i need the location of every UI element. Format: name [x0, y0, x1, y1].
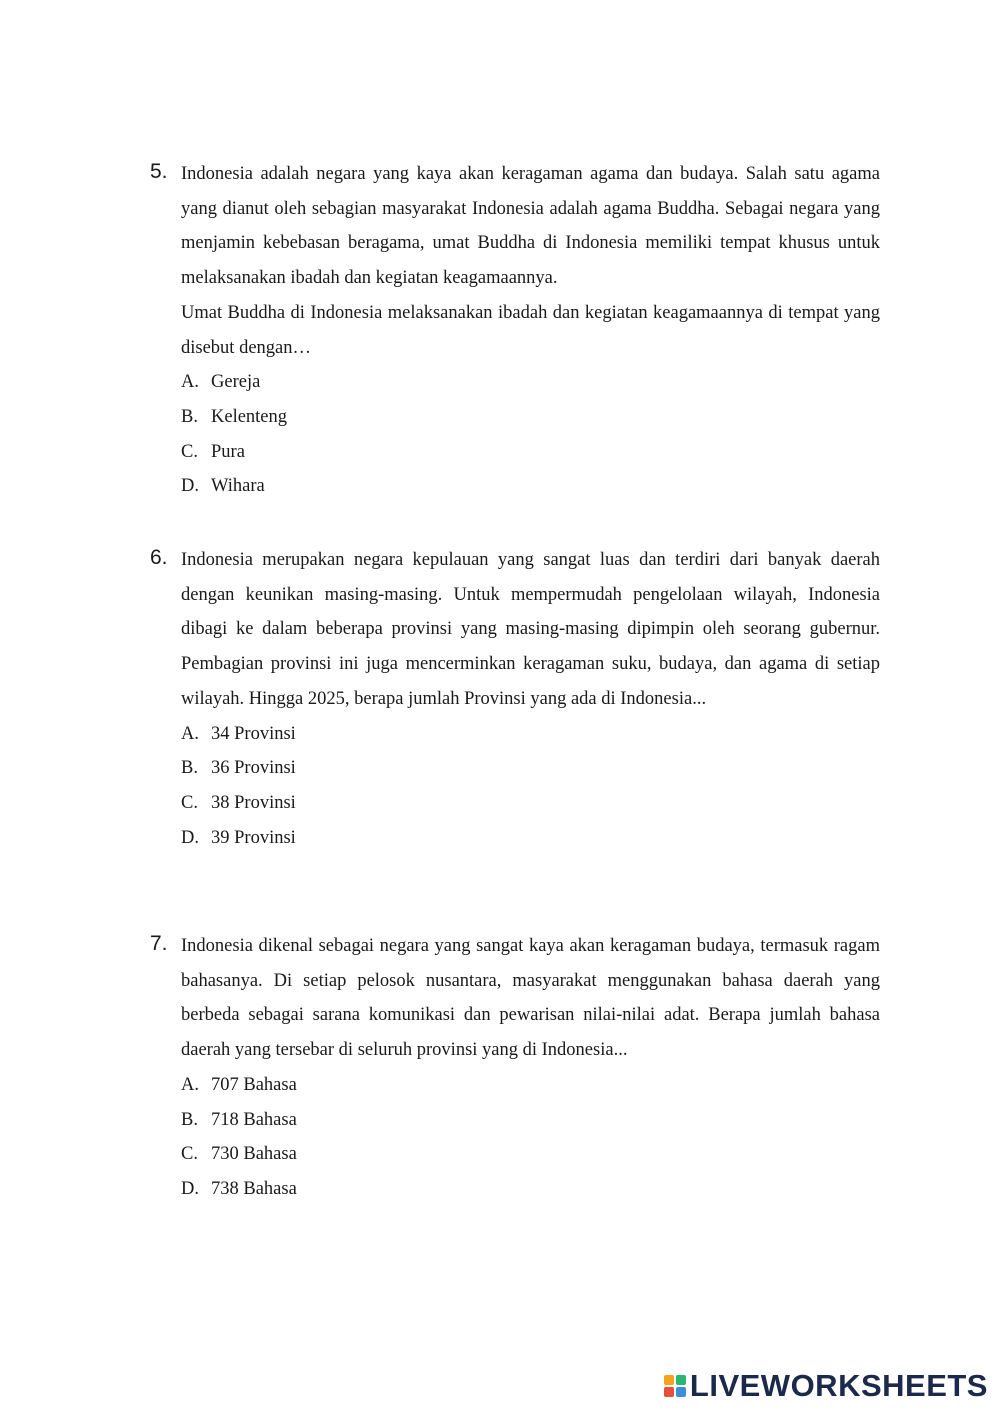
question-text: Indonesia adalah negara yang kaya akan keragaman agama dan budaya. Salah satu agama yang dianut oleh sebagian masyarakat Indonesia adalah agama Buddha. Sebagai negara yang menjamin kebebasan beragama, umat Buddha di Indonesia memiliki tempat khusus untuk melaksanakan ibadah dan kegiatan keagamaannya. [181, 164, 880, 289]
logo-mark-icon [664, 1375, 686, 1397]
option-d[interactable] [181, 1172, 880, 1207]
logo-square [676, 1375, 686, 1385]
logo-square [676, 1387, 686, 1397]
option-d[interactable] [181, 821, 880, 856]
option-b[interactable] [181, 751, 880, 786]
option-letter: A. [181, 723, 199, 744]
question-6 [150, 543, 880, 855]
question-body [181, 543, 880, 717]
option-text: 738 Bahasa [211, 1178, 297, 1199]
option-a[interactable] [181, 365, 880, 400]
option-text: 39 Provinsi [211, 827, 296, 848]
question-prompt: Umat Buddha di Indonesia melaksanakan ibadah dan kegiatan keagamaannya di tempat yang disebut dengan… [181, 302, 880, 358]
option-text: Gereja [211, 372, 261, 393]
option-text: Pura [211, 441, 245, 462]
option-c[interactable] [181, 435, 880, 470]
liveworksheets-logo [664, 1368, 988, 1404]
option-b[interactable] [181, 1103, 880, 1138]
answer-options [181, 717, 880, 856]
question-body [181, 929, 880, 1068]
option-c[interactable] [181, 1137, 880, 1172]
logo-text: LIVEWORKSHEETS [689, 1368, 988, 1403]
logo-square [664, 1375, 674, 1385]
option-text: 38 Provinsi [211, 792, 296, 813]
option-text: 707 Bahasa [211, 1074, 297, 1095]
option-letter: B. [181, 1109, 198, 1130]
option-letter: C. [181, 792, 198, 813]
option-letter: D. [181, 476, 199, 497]
option-a[interactable] [181, 1068, 880, 1103]
option-text: 36 Provinsi [211, 758, 296, 779]
option-letter: A. [181, 372, 199, 393]
question-5 [150, 157, 880, 504]
option-letter: A. [181, 1074, 199, 1095]
option-letter: C. [181, 1144, 198, 1165]
option-d[interactable] [181, 469, 880, 504]
option-c[interactable] [181, 786, 880, 821]
option-text: 730 Bahasa [211, 1144, 297, 1165]
option-text: Kelenteng [211, 406, 288, 427]
option-b[interactable] [181, 400, 880, 435]
question-number: 6. [150, 546, 168, 569]
option-letter: C. [181, 441, 198, 462]
logo-square [664, 1387, 674, 1397]
question-text: Indonesia dikenal sebagai negara yang sangat kaya akan keragaman budaya, termasuk ragam bahasanya. Di setiap pelosok nusantara, masyarakat menggunakan bahasa daerah yang berbeda sebagai sarana komunikasi dan pewarisan nilai-nilai adat. Berapa jumlah bahasa daerah yang tersebar di seluruh provinsi yang di Indonesia... [181, 936, 880, 1061]
question-7 [150, 929, 880, 1207]
question-text: Indonesia merupakan negara kepulauan yang sangat luas dan terdiri dari banyak daerah dengan keunikan masing-masing. Untuk mempermudah pengelolaan wilayah, Indonesia dibagi ke dalam beberapa provinsi yang masing-masing dipimpin oleh seorang gubernur. Pembagian provinsi ini juga mencerminkan keragaman suku, budaya, dan agama di setiap wilayah. Hingga 2025, berapa jumlah Provinsi yang ada di Indonesia... [181, 550, 880, 709]
option-text: 718 Bahasa [211, 1109, 297, 1130]
option-a[interactable] [181, 717, 880, 752]
option-text: 34 Provinsi [211, 723, 296, 744]
question-number: 7. [150, 932, 168, 955]
option-letter: B. [181, 758, 198, 779]
answer-options [181, 365, 880, 504]
option-letter: D. [181, 827, 199, 848]
question-number: 5. [150, 160, 168, 183]
option-text: Wihara [211, 476, 265, 497]
answer-options [181, 1068, 880, 1207]
question-body [181, 157, 880, 365]
option-letter: D. [181, 1178, 199, 1199]
option-letter: B. [181, 406, 198, 427]
